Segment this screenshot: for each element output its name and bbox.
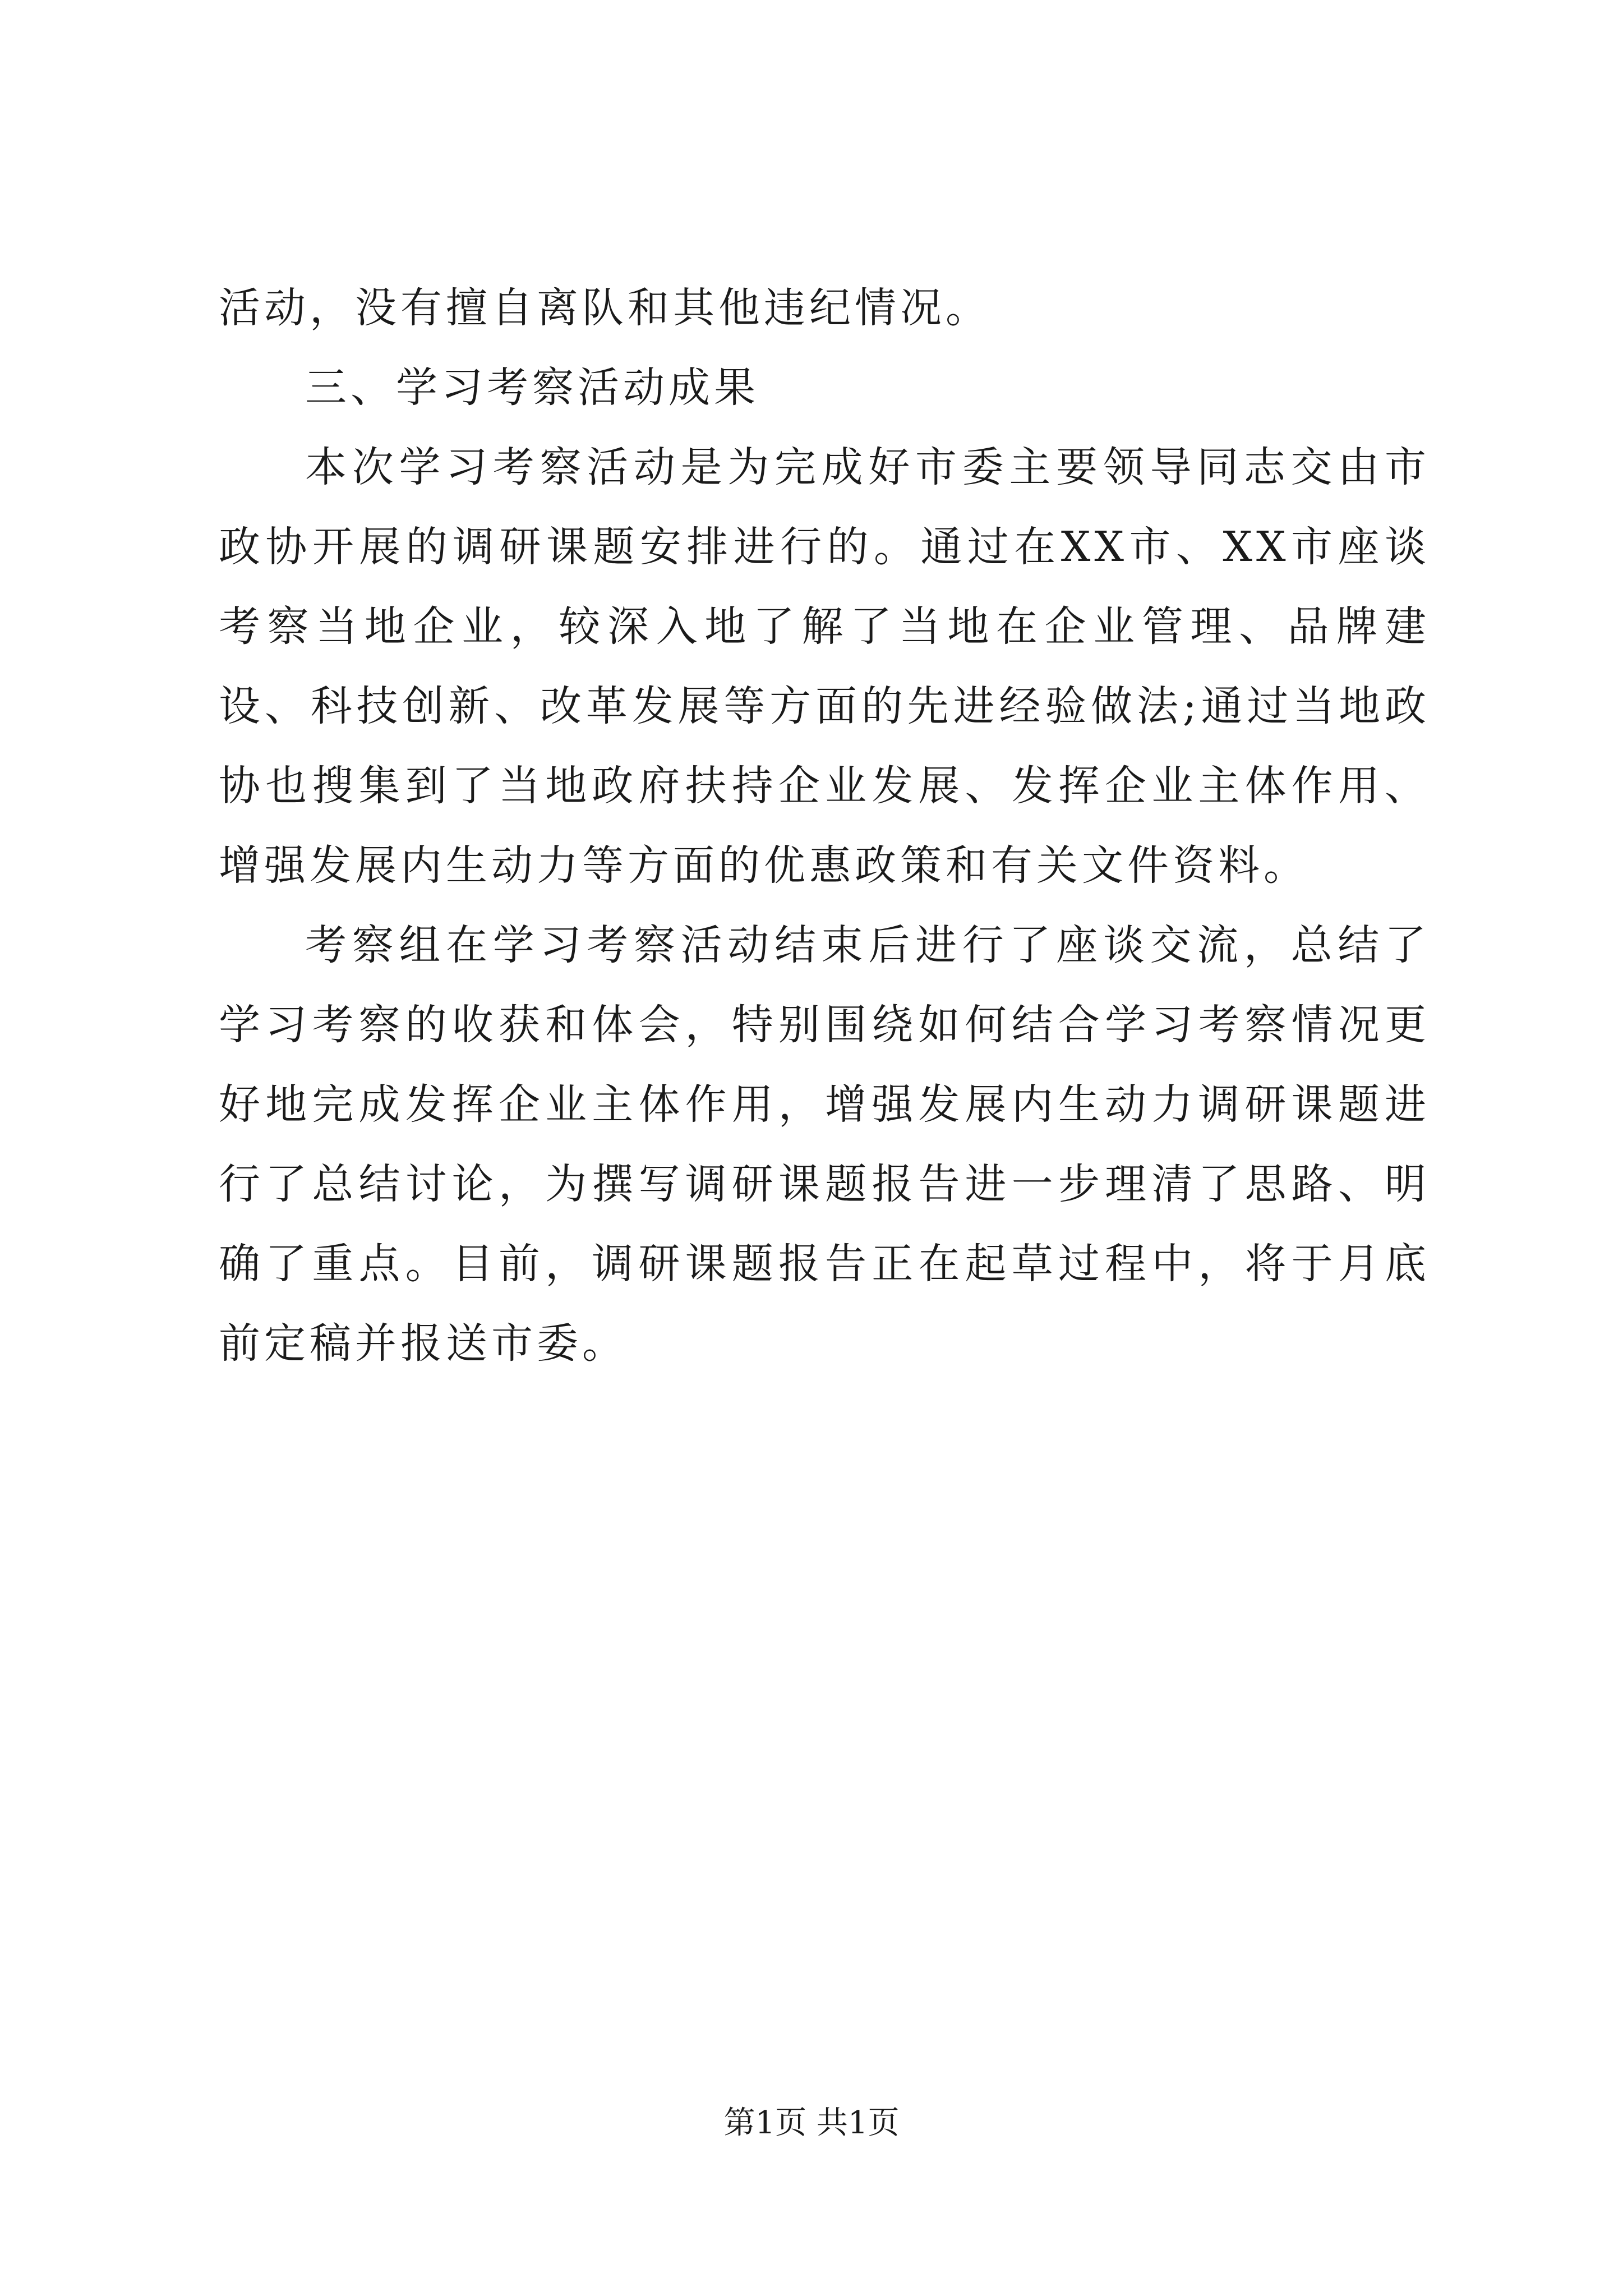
- paragraph: 本次学习考察活动是为完成好市委主要领导同志交由市政协开展的调研课题安排进行的。通过在XX市、XX市座谈考察当地企业，较深入地了解了当地在企业管理、品牌建设、科技创新、改革发展等方面的先进经验做法;通过当地政协也搜集到了当地政府扶持企业发展、发挥企业主体作用、增强发展内生动力等方面的优惠政策和有关文件资料。: [219, 443, 1430, 890]
- page-number-footer: 第1页 共1页: [723, 2105, 900, 2141]
- paragraph: 考察组在学习考察活动结束后进行了座谈交流，总结了学习考察的收获和体会，特别围绕如何结合学习考察情况更好地完成发挥企业主体作用，增强发展内生动力调研课题进行了总结讨论，为撰写调研课题报告进一步理清了思路、明确了重点。目前，调研课题报告正在起草过程中，将于月底前定稿并报送市委。: [219, 921, 1430, 1368]
- document-body: [219, 268, 1430, 1383]
- section-heading: 三、学习考察活动成果: [305, 364, 759, 412]
- paragraph-continuation: 活动，没有擅自离队和其他违纪情况。: [219, 284, 991, 332]
